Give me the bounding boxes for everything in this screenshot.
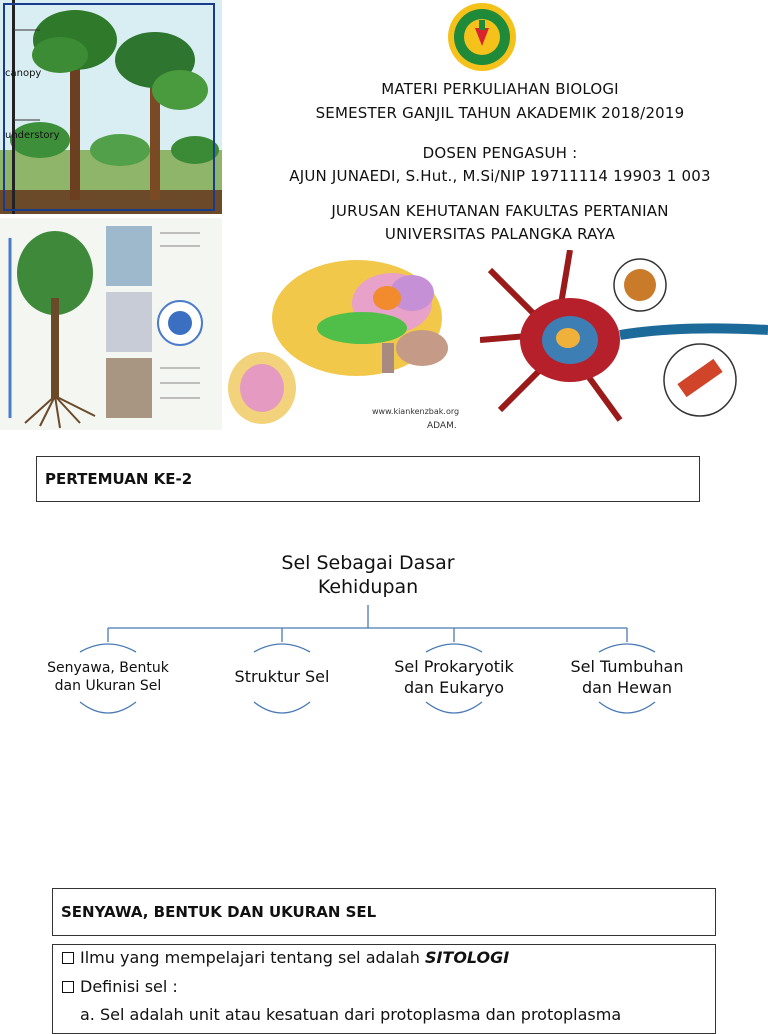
header-line-course: MATERI PERKULIAHAN BIOLOGI bbox=[381, 80, 619, 98]
header-line-semester: SEMESTER GANJIL TAHUN AKADEMIK 2018/2019 bbox=[315, 104, 685, 122]
bullet-sitologi-emph: SITOLOGI bbox=[424, 948, 510, 967]
bullet-sitologi bbox=[62, 948, 509, 967]
concept-branch-3: Sel Prokaryotik dan Eukaryo bbox=[394, 657, 514, 697]
forest-understory-label: understory bbox=[5, 130, 60, 141]
bullet-definisi bbox=[62, 977, 178, 996]
bullet-sitologi-text: Ilmu yang mempelajari tentang sel adalah bbox=[80, 948, 425, 967]
checkbox-bullet-icon bbox=[62, 981, 74, 993]
section-title-box bbox=[52, 888, 716, 936]
definition-item-a: a. Sel adalah unit atau kesatuan dari protoplasma dan protoplasma bbox=[80, 1005, 622, 1024]
header-line-department: JURUSAN KEHUTANAN FAKULTAS PERTANIAN bbox=[331, 202, 669, 220]
concept-tree-root-line2: Kehidupan bbox=[317, 576, 419, 598]
brain-brand: ADAM. bbox=[427, 421, 457, 430]
concept-branch-1: Senyawa, Bentuk dan Ukuran Sel bbox=[47, 660, 169, 694]
checkbox-bullet-icon bbox=[62, 952, 74, 964]
brain-credit: www.kiankenzbak.org bbox=[372, 407, 460, 416]
concept-branch-4: Sel Tumbuhan dan Hewan bbox=[570, 657, 684, 697]
header-line-university: UNIVERSITAS PALANGKA RAYA bbox=[384, 225, 616, 243]
forest-canopy-label: canopy bbox=[5, 68, 42, 79]
concept-branch-2: Struktur Sel bbox=[234, 667, 330, 686]
header-line-lecturer-label: DOSEN PENGASUH : bbox=[422, 144, 578, 162]
bullet-definisi-text: Definisi sel : bbox=[80, 977, 178, 996]
section-title: SENYAWA, BENTUK DAN UKURAN SEL bbox=[61, 903, 377, 921]
header-line-lecturer: AJUN JUNAEDI, S.Hut., M.Si/NIP 19711114 19903 1 003 bbox=[289, 167, 711, 185]
concept-tree-root-line1: Sel Sebagai Dasar bbox=[281, 552, 455, 574]
meeting-title: PERTEMUAN KE-2 bbox=[45, 470, 193, 488]
